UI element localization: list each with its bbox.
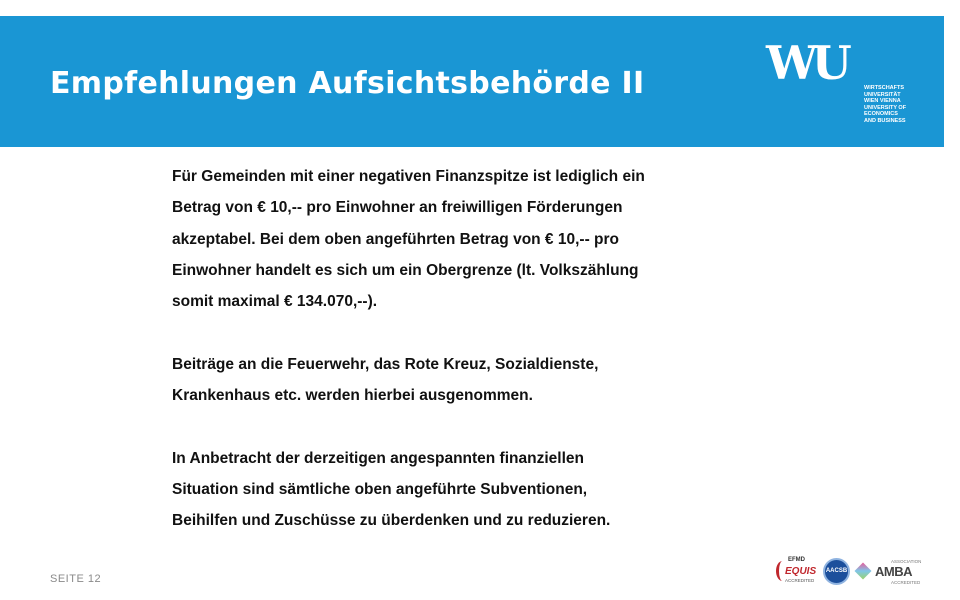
text-line: Betrag von € 10,-- pro Einwohner an freiwilligen Förderungen bbox=[172, 199, 623, 217]
text-line: akzeptabel. Bei dem oben angeführten Betrag von € 10,-- pro bbox=[172, 230, 620, 248]
equis-name: EQUIS bbox=[785, 566, 817, 577]
amba-diamond-icon bbox=[855, 563, 872, 580]
wu-logo-text: WIRTSCHAFTS UNIVERSITÄT WIEN VIENNA UNIVERSITY OF ECONOMICS AND BUSINESS bbox=[864, 85, 907, 124]
paragraph-3 bbox=[172, 443, 742, 537]
text-line: Situation sind sämtliche oben angeführte Subventionen, bbox=[172, 480, 588, 498]
wu-logo-mark: WU bbox=[766, 36, 846, 90]
slide-body bbox=[172, 161, 742, 537]
amba-sub: ACCREDITED bbox=[891, 580, 921, 585]
paragraph-1 bbox=[172, 161, 742, 317]
slide-header bbox=[0, 16, 944, 147]
equis-logo bbox=[776, 557, 820, 587]
aacsb-logo: AACSB bbox=[823, 558, 850, 585]
amba-top-text: ASSOCIATION bbox=[891, 559, 922, 564]
amba-name: AMBA bbox=[875, 564, 912, 579]
wu-logo bbox=[766, 36, 916, 136]
text-line: Beiträge an die Feuerwehr, das Rote Kreuz, Sozialdienste, bbox=[172, 355, 599, 373]
text-line: Einwohner handelt es sich um ein Obergrenze (lt. Volkszählung bbox=[172, 261, 639, 279]
text-line: Beihilfen und Zuschüsse zu überdenken und zu reduzieren. bbox=[172, 512, 611, 530]
accreditation-logos bbox=[776, 555, 922, 589]
equis-top-text: EFMD bbox=[788, 557, 805, 563]
amba-logo bbox=[855, 559, 922, 587]
text-line: Krankenhaus etc. werden hierbei ausgenommen. bbox=[172, 387, 533, 405]
text-line: somit maximal € 134.070,--). bbox=[172, 293, 378, 311]
page-number: SEITE 12 bbox=[50, 573, 102, 585]
text-line: In Anbetracht der derzeitigen angespannten finanziellen bbox=[172, 449, 584, 467]
slide-title: Empfehlungen Aufsichtsbehörde II bbox=[50, 66, 645, 101]
equis-sub: ACCREDITED bbox=[785, 578, 815, 583]
paragraph-2 bbox=[172, 349, 742, 412]
text-line: Für Gemeinden mit einer negativen Finanzspitze ist lediglich ein bbox=[172, 168, 645, 185]
